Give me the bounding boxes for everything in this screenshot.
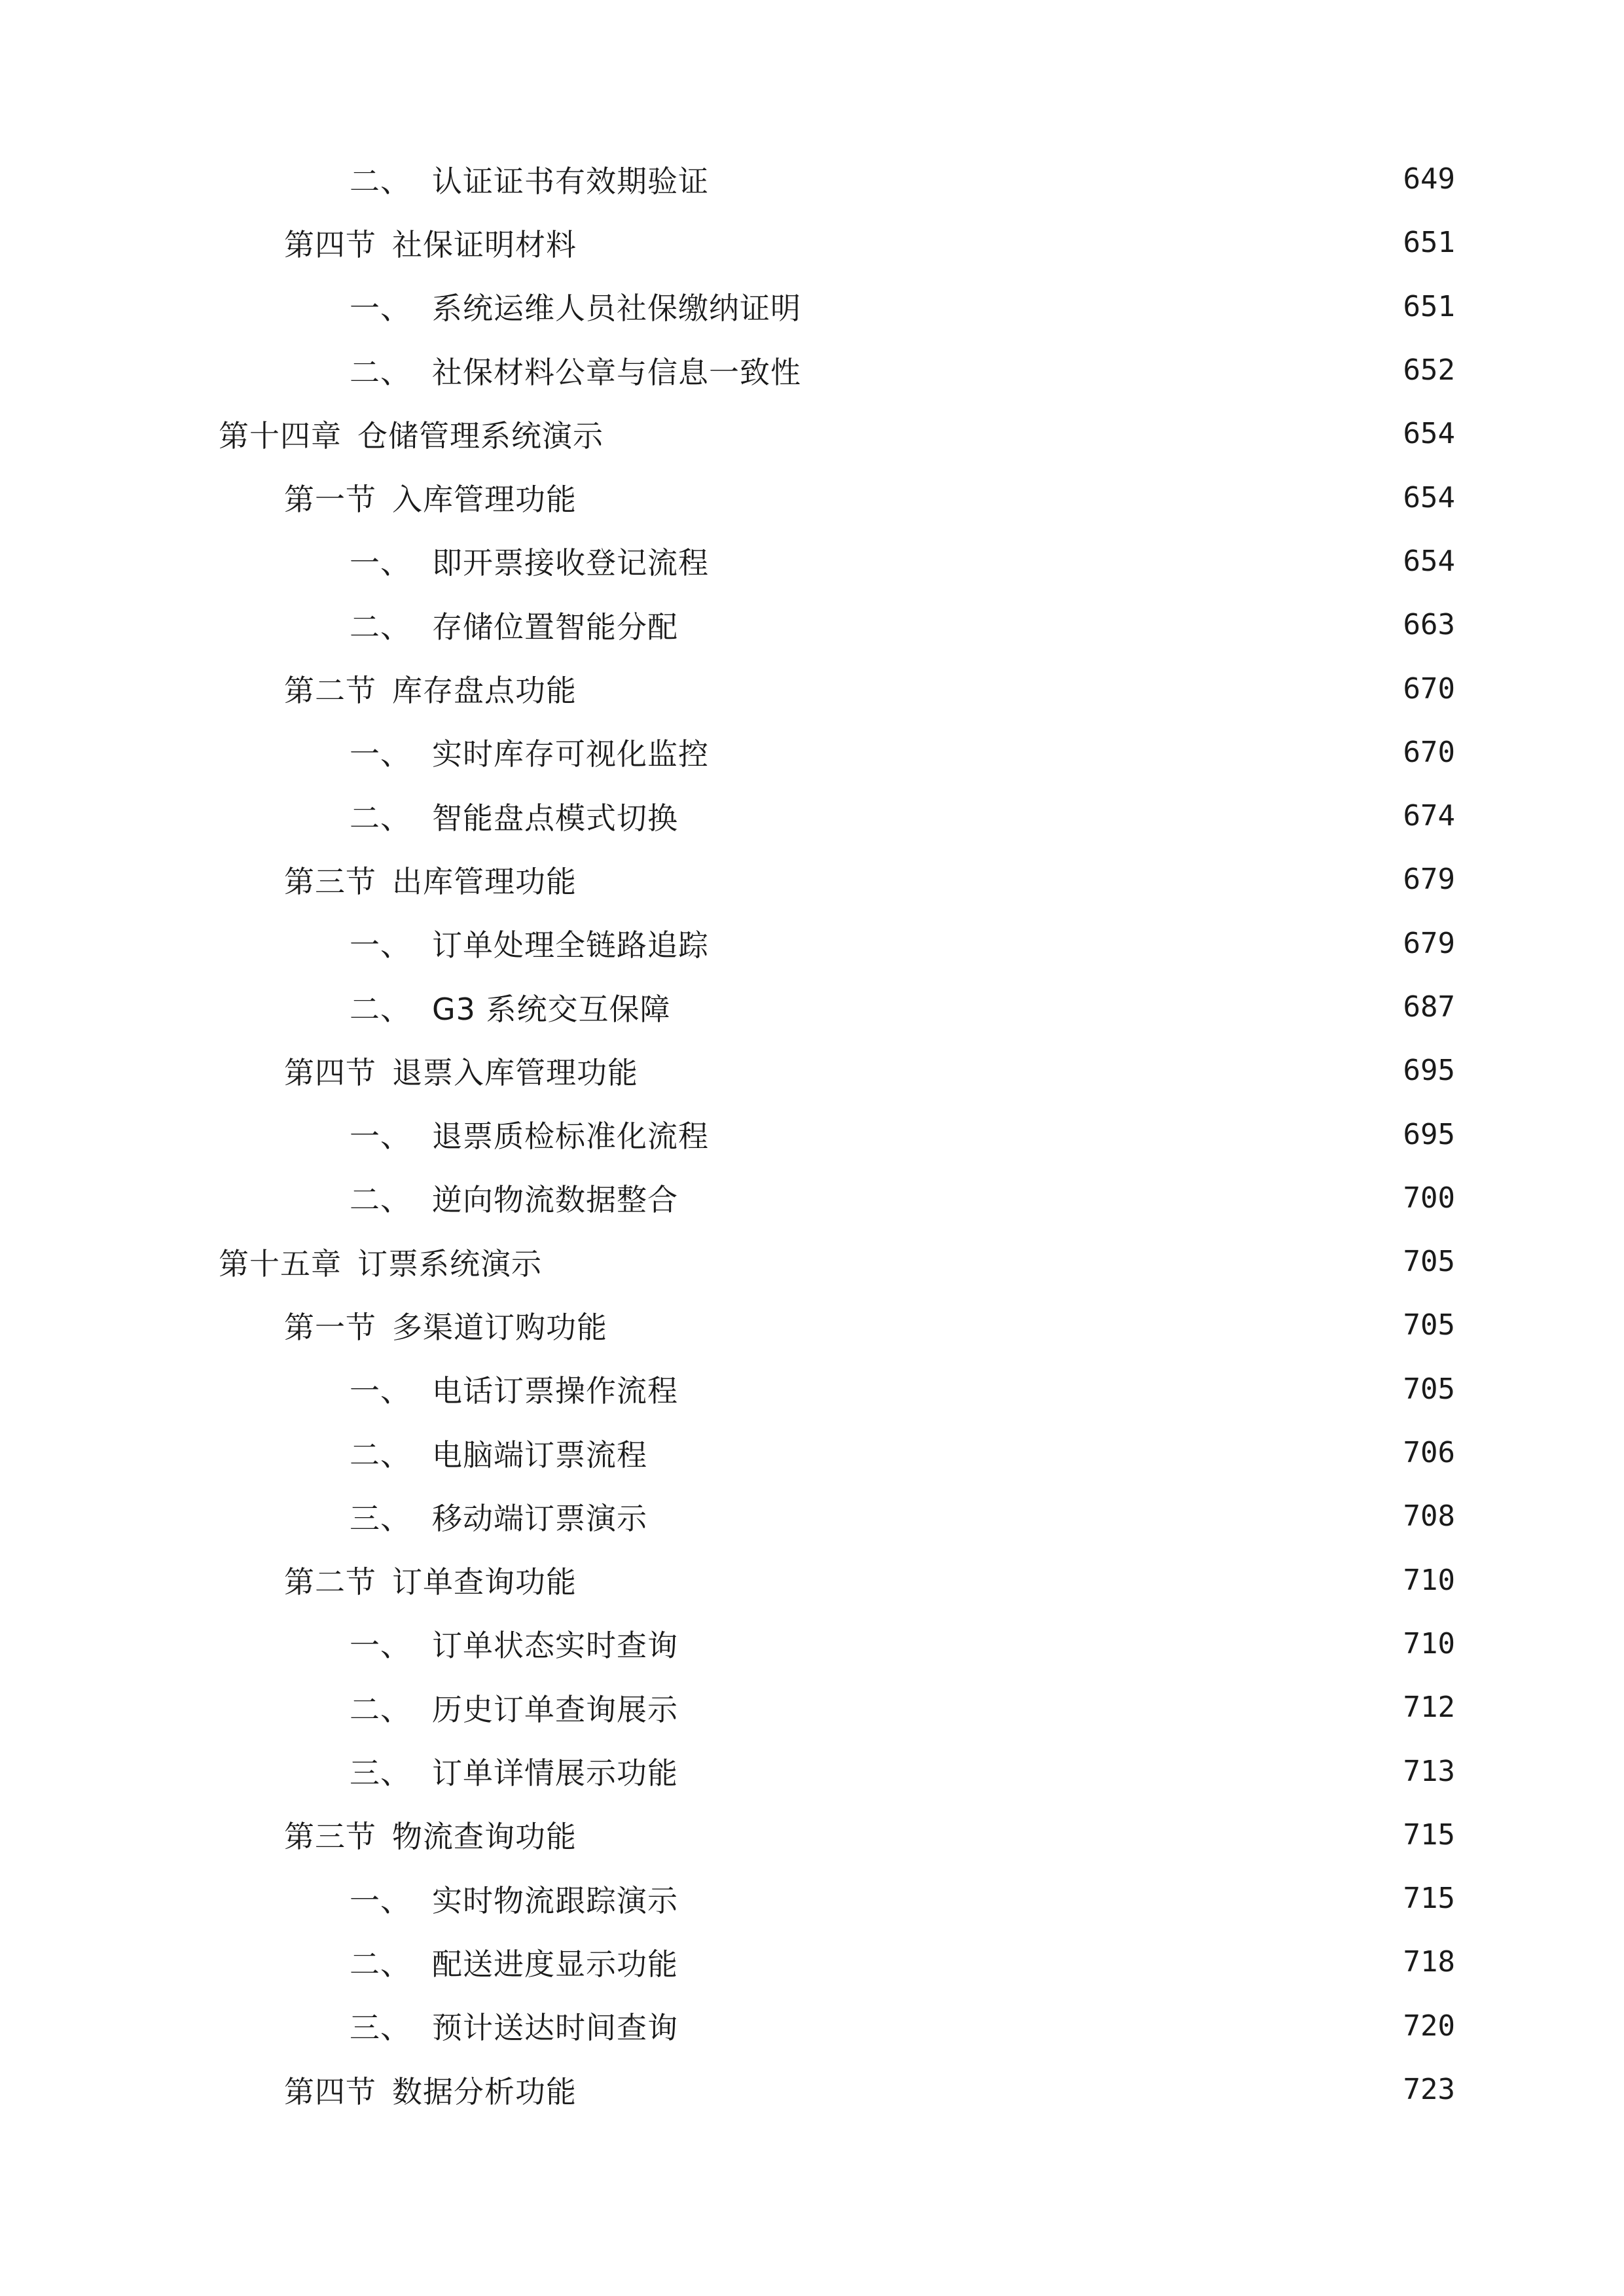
toc-entry-page-number: 712 (1403, 1691, 1455, 1725)
toc-entry-title: 移动端订票演示 (432, 1500, 647, 1536)
toc-entry-prefix: 一、 (350, 1628, 411, 1664)
dot-leader (808, 291, 1391, 321)
toc-entry-page-number: 649 (1403, 162, 1455, 196)
toc-entry[interactable] (0, 848, 1624, 911)
toc-entry-line (284, 211, 1455, 274)
toc-entry-prefix: 二、 (350, 800, 411, 836)
toc-entry-title: 订单详情展示功能 (432, 1755, 678, 1791)
toc-entry[interactable] (0, 465, 1624, 529)
toc-entry-title: 系统运维人员社保缴纳证明 (432, 291, 801, 327)
toc-entry-prefix: 第四节 (284, 226, 376, 262)
toc-entry[interactable] (0, 784, 1624, 848)
toc-entry-prefix: 一、 (350, 291, 411, 327)
table-of-contents (0, 147, 1624, 2121)
toc-entry-prefix: 二、 (350, 1691, 411, 1727)
toc-entry-line (350, 338, 1455, 402)
toc-entry-line (350, 1867, 1455, 1930)
toc-entry-page-number: 679 (1403, 926, 1455, 960)
toc-entry[interactable] (0, 1039, 1624, 1102)
toc-entry-title: 多渠道订购功能 (392, 1309, 607, 1345)
dot-leader (654, 1501, 1391, 1532)
toc-entry-page-number: 705 (1403, 1308, 1455, 1342)
toc-entry-title: 入库管理功能 (392, 482, 577, 518)
toc-entry[interactable] (0, 1421, 1624, 1484)
toc-entry-prefix: 第二节 (284, 673, 376, 709)
toc-entry-page-number: 695 (1403, 1117, 1455, 1151)
toc-entry-title: G3 系统交互保障 (432, 991, 671, 1027)
dot-leader (715, 164, 1391, 194)
toc-entry-title: 智能盘点模式切换 (432, 800, 678, 836)
dot-leader (685, 1374, 1391, 1404)
toc-entry[interactable] (0, 1484, 1624, 1548)
toc-entry-page-number: 723 (1403, 2073, 1455, 2107)
toc-entry-prefix: 二、 (350, 609, 411, 645)
dot-leader (583, 673, 1391, 704)
toc-entry-line (350, 1421, 1455, 1484)
toc-entry[interactable] (0, 1994, 1624, 2058)
toc-entry-prefix: 一、 (350, 1882, 411, 1918)
toc-entry-title: 订单状态实时查询 (432, 1628, 678, 1664)
toc-entry-line (284, 1803, 1455, 1867)
toc-entry-page-number: 651 (1403, 226, 1455, 260)
toc-entry-prefix: 第一节 (284, 482, 376, 518)
toc-entry[interactable] (0, 1166, 1624, 1230)
toc-entry-page-number: 652 (1403, 353, 1455, 387)
toc-entry-title: 社保证明材料 (392, 226, 577, 262)
toc-entry-line (284, 1039, 1455, 1102)
toc-entry-page-number: 654 (1403, 480, 1455, 514)
toc-entry-line (350, 1994, 1455, 2058)
toc-entry-title: 认证证书有效期验证 (432, 163, 709, 199)
dot-leader (685, 801, 1391, 831)
toc-entry-prefix: 第三节 (284, 863, 376, 899)
toc-entry-title: 退票入库管理功能 (392, 1054, 638, 1090)
toc-entry[interactable] (0, 1230, 1624, 1293)
toc-entry[interactable] (0, 1102, 1624, 1166)
toc-entry-prefix: 一、 (350, 1119, 411, 1155)
toc-entry-title: 预计送达时间查询 (432, 2010, 678, 2046)
toc-entry[interactable] (0, 147, 1624, 211)
toc-entry[interactable] (0, 529, 1624, 593)
toc-entry-prefix: 第一节 (284, 1309, 376, 1345)
toc-entry-line (350, 784, 1455, 848)
toc-entry-prefix: 二、 (350, 354, 411, 390)
toc-entry-page-number: 720 (1403, 2009, 1455, 2043)
dot-leader (715, 737, 1391, 767)
toc-entry-page-number: 654 (1403, 544, 1455, 578)
toc-entry-title: 实时物流跟踪演示 (432, 1882, 678, 1918)
toc-entry-page-number: 679 (1403, 863, 1455, 897)
toc-entry-page-number: 706 (1403, 1436, 1455, 1470)
toc-entry-page-number: 695 (1403, 1054, 1455, 1088)
toc-entry-prefix: 第三节 (284, 1819, 376, 1855)
toc-entry-prefix: 一、 (350, 927, 411, 963)
toc-entry[interactable] (0, 211, 1624, 274)
toc-entry[interactable] (0, 975, 1624, 1039)
dot-leader (583, 865, 1391, 895)
dot-leader (685, 1693, 1391, 1723)
toc-entry-line (219, 402, 1455, 465)
toc-entry[interactable] (0, 721, 1624, 784)
dot-leader (808, 355, 1391, 386)
toc-entry-page-number: 663 (1403, 608, 1455, 642)
toc-entry-title: 电话订票操作流程 (432, 1373, 678, 1409)
toc-entry-title: 逆向物流数据整合 (432, 1182, 678, 1218)
dot-leader (677, 992, 1391, 1022)
toc-entry[interactable] (0, 1930, 1624, 1994)
toc-entry[interactable] (0, 1549, 1624, 1612)
toc-entry-line (350, 1166, 1455, 1230)
toc-entry-prefix: 第四节 (284, 2073, 376, 2109)
toc-entry-line (350, 1676, 1455, 1739)
toc-entry-page-number: 670 (1403, 735, 1455, 769)
dot-leader (685, 2011, 1391, 2041)
toc-entry-title: 社保材料公章与信息一致性 (432, 354, 801, 390)
dot-leader (583, 1820, 1391, 1850)
toc-entry-line (284, 1293, 1455, 1357)
toc-entry-page-number: 705 (1403, 1245, 1455, 1279)
toc-entry-line (350, 1612, 1455, 1676)
dot-leader (583, 2075, 1391, 2105)
dot-leader (685, 610, 1391, 640)
toc-entry-page-number: 705 (1403, 1372, 1455, 1406)
toc-entry-prefix: 二、 (350, 1182, 411, 1218)
toc-entry-line (350, 1102, 1455, 1166)
toc-entry-title: 库存盘点功能 (392, 673, 577, 709)
toc-entry[interactable] (0, 1612, 1624, 1676)
toc-entry[interactable] (0, 402, 1624, 465)
toc-entry-prefix: 第十五章 (219, 1246, 342, 1282)
toc-entry-line (284, 848, 1455, 911)
toc-entry-page-number: 718 (1403, 1945, 1455, 1979)
dot-leader (610, 419, 1391, 449)
toc-entry-page-number: 715 (1403, 1882, 1455, 1916)
toc-entry-title: 配送进度显示功能 (432, 1946, 678, 1982)
toc-entry-title: 电脑端订票流程 (432, 1437, 647, 1473)
toc-entry-line (350, 1930, 1455, 1994)
toc-entry[interactable] (0, 1739, 1624, 1803)
toc-entry-prefix: 二、 (350, 991, 411, 1027)
toc-entry-title: 存储位置智能分配 (432, 609, 678, 645)
dot-leader (685, 1183, 1391, 1213)
toc-entry-page-number: 670 (1403, 672, 1455, 706)
toc-entry-line (350, 275, 1455, 338)
toc-entry-page-number: 708 (1403, 1499, 1455, 1534)
toc-entry-line (284, 656, 1455, 720)
toc-entry-line (350, 593, 1455, 656)
toc-entry[interactable] (0, 912, 1624, 975)
dot-leader (654, 1438, 1391, 1468)
toc-entry[interactable] (0, 656, 1624, 720)
toc-entry-page-number: 710 (1403, 1563, 1455, 1597)
toc-entry-page-number: 710 (1403, 1626, 1455, 1660)
dot-leader (549, 1247, 1391, 1277)
toc-entry-line (350, 721, 1455, 784)
dot-leader (583, 482, 1391, 512)
toc-entry[interactable] (0, 1293, 1624, 1357)
toc-entry-line (350, 975, 1455, 1039)
toc-entry-line (350, 529, 1455, 593)
toc-entry-line (284, 1549, 1455, 1612)
toc-entry-title: 仓储管理系统演示 (357, 418, 604, 454)
toc-entry-prefix: 第十四章 (219, 418, 342, 454)
toc-entry-page-number: 674 (1403, 799, 1455, 833)
dot-leader (715, 546, 1391, 576)
toc-entry-title: 订单处理全链路追踪 (432, 927, 709, 963)
toc-entry[interactable] (0, 338, 1624, 402)
dot-leader (715, 1119, 1391, 1149)
toc-entry-prefix: 二、 (350, 163, 411, 199)
toc-entry-prefix: 二、 (350, 1946, 411, 1982)
toc-entry-line (284, 2058, 1455, 2121)
toc-entry-prefix: 一、 (350, 736, 411, 772)
toc-entry-line (219, 1230, 1455, 1293)
dot-leader (645, 1056, 1391, 1086)
toc-entry-prefix: 第四节 (284, 1054, 376, 1090)
toc-entry-page-number: 651 (1403, 289, 1455, 323)
toc-entry-line (350, 1357, 1455, 1421)
dot-leader (685, 1756, 1391, 1786)
toc-entry-page-number: 715 (1403, 1818, 1455, 1852)
toc-entry-line (350, 912, 1455, 975)
toc-entry-prefix: 第二节 (284, 1564, 376, 1600)
dot-leader (583, 1565, 1391, 1595)
toc-entry-prefix: 三、 (350, 2010, 411, 2046)
toc-entry-page-number: 687 (1403, 990, 1455, 1024)
dot-leader (685, 1628, 1391, 1659)
toc-entry-line (350, 147, 1455, 211)
toc-entry-line (284, 465, 1455, 529)
toc-entry-prefix: 三、 (350, 1755, 411, 1791)
toc-entry[interactable] (0, 1676, 1624, 1739)
toc-entry-title: 订单查询功能 (392, 1564, 577, 1600)
dot-leader (715, 928, 1391, 958)
toc-entry[interactable] (0, 593, 1624, 656)
toc-entry-title: 即开票接收登记流程 (432, 545, 709, 581)
dot-leader (583, 228, 1391, 258)
toc-entry-line (350, 1484, 1455, 1548)
toc-entry-prefix: 三、 (350, 1500, 411, 1536)
dot-leader (685, 1947, 1391, 1977)
toc-entry-page-number: 654 (1403, 417, 1455, 451)
toc-entry[interactable] (0, 1357, 1624, 1421)
dot-leader (685, 1884, 1391, 1914)
toc-entry-prefix: 二、 (350, 1437, 411, 1473)
toc-entry-title: 实时库存可视化监控 (432, 736, 709, 772)
toc-entry-prefix: 一、 (350, 1373, 411, 1409)
toc-entry-title: 订票系统演示 (357, 1246, 542, 1282)
toc-entry[interactable] (0, 275, 1624, 338)
dot-leader (614, 1310, 1391, 1340)
toc-entry[interactable] (0, 1803, 1624, 1867)
toc-entry-title: 数据分析功能 (392, 2073, 577, 2109)
toc-entry-line (350, 1739, 1455, 1803)
toc-entry-page-number: 713 (1403, 1754, 1455, 1788)
toc-entry-prefix: 一、 (350, 545, 411, 581)
toc-entry-title: 历史订单查询展示 (432, 1691, 678, 1727)
toc-entry-title: 退票质检标准化流程 (432, 1119, 709, 1155)
toc-entry[interactable] (0, 1867, 1624, 1930)
toc-entry[interactable] (0, 2058, 1624, 2121)
toc-entry-title: 物流查询功能 (392, 1819, 577, 1855)
toc-entry-title: 出库管理功能 (392, 863, 577, 899)
toc-entry-page-number: 700 (1403, 1181, 1455, 1215)
